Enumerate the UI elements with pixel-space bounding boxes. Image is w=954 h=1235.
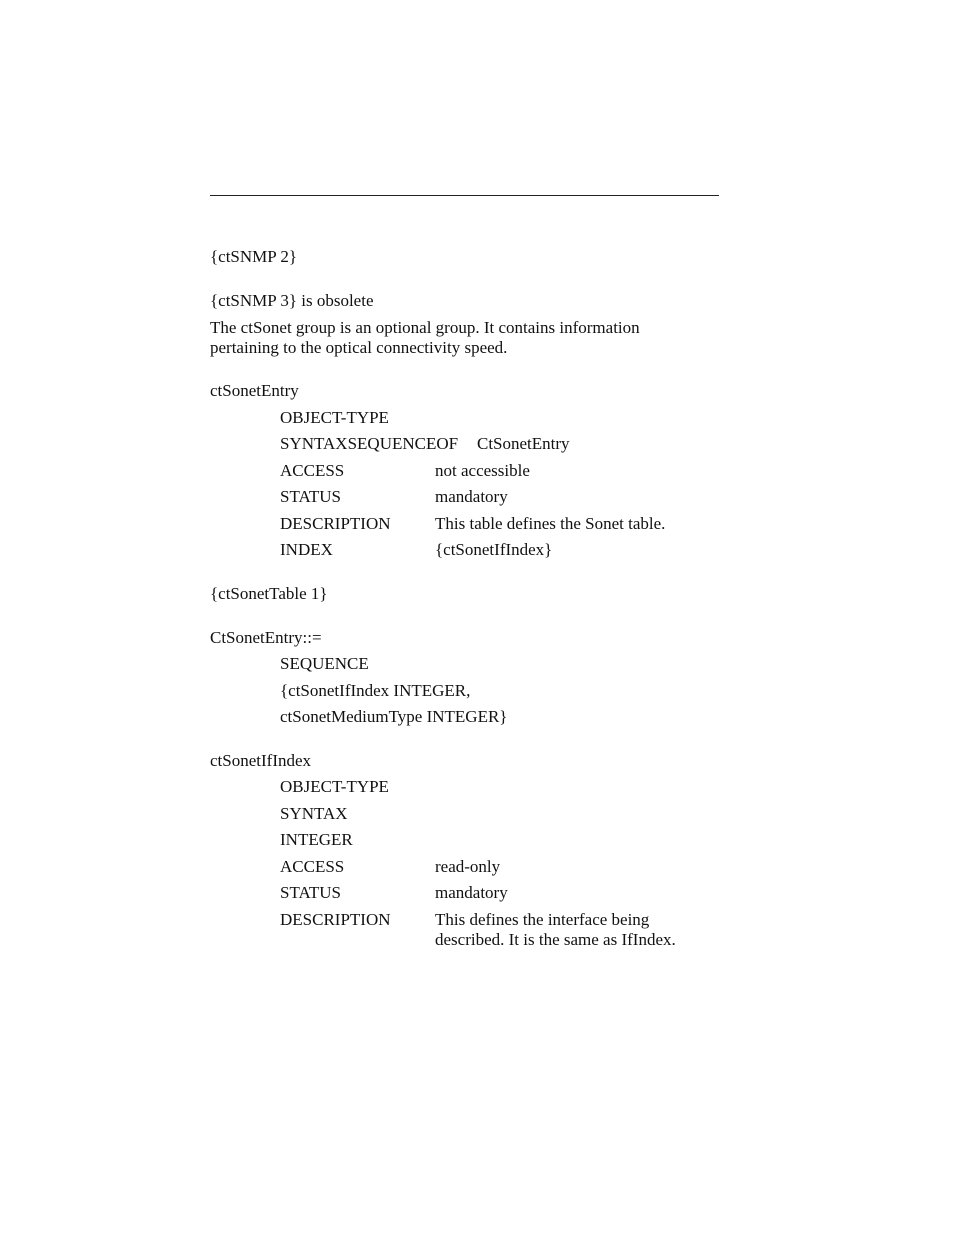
object-type-keyword: OBJECT-TYPE bbox=[280, 408, 389, 427]
status-label: STATUS bbox=[280, 883, 341, 902]
sequence-item: ctSonetMediumType INTEGER} bbox=[280, 707, 508, 726]
ctsnmp-2-oid: {ctSNMP 2} bbox=[210, 247, 298, 266]
index-label: INDEX bbox=[280, 540, 333, 559]
sequence-keyword: SEQUENCE bbox=[280, 654, 369, 673]
header-rule bbox=[210, 195, 719, 196]
sequence-item: {ctSonetIfIndex INTEGER, bbox=[280, 681, 471, 700]
access-label: ACCESS bbox=[280, 857, 345, 876]
sonet-group-intro: The ctSonet group is an optional group. It contains information pertaining to the optical connectivity speed. bbox=[210, 318, 640, 357]
description-label: DESCRIPTION bbox=[280, 910, 391, 929]
description-value: This table defines the Sonet table. bbox=[435, 514, 666, 533]
syntax-value: CtSonetEntry bbox=[477, 434, 570, 453]
description-value: This defines the interface being described. It is the same as IfIndex. bbox=[435, 910, 676, 949]
access-label: ACCESS bbox=[280, 461, 345, 480]
object-type-keyword: OBJECT-TYPE bbox=[280, 777, 389, 796]
object-name: ctSonetIfIndex bbox=[210, 751, 312, 770]
syntax-value: INTEGER bbox=[280, 830, 353, 849]
status-label: STATUS bbox=[280, 487, 341, 506]
object-oid: {ctSonetTable 1} bbox=[210, 584, 328, 603]
syntax-label: SYNTAX bbox=[280, 804, 348, 823]
index-value: {ctSonetIfIndex} bbox=[435, 540, 553, 559]
status-value: mandatory bbox=[435, 487, 508, 506]
status-value: mandatory bbox=[435, 883, 508, 902]
description-label: DESCRIPTION bbox=[280, 514, 391, 533]
ctsnmp-3-obsolete: {ctSNMP 3} is obsolete bbox=[210, 291, 374, 310]
access-value: read-only bbox=[435, 857, 501, 876]
sequence-name: CtSonetEntry::= bbox=[210, 628, 322, 647]
access-value: not accessible bbox=[435, 461, 530, 480]
syntax-label: SYNTAXSEQUENCEOF bbox=[280, 434, 459, 453]
object-name: ctSonetEntry bbox=[210, 381, 299, 400]
